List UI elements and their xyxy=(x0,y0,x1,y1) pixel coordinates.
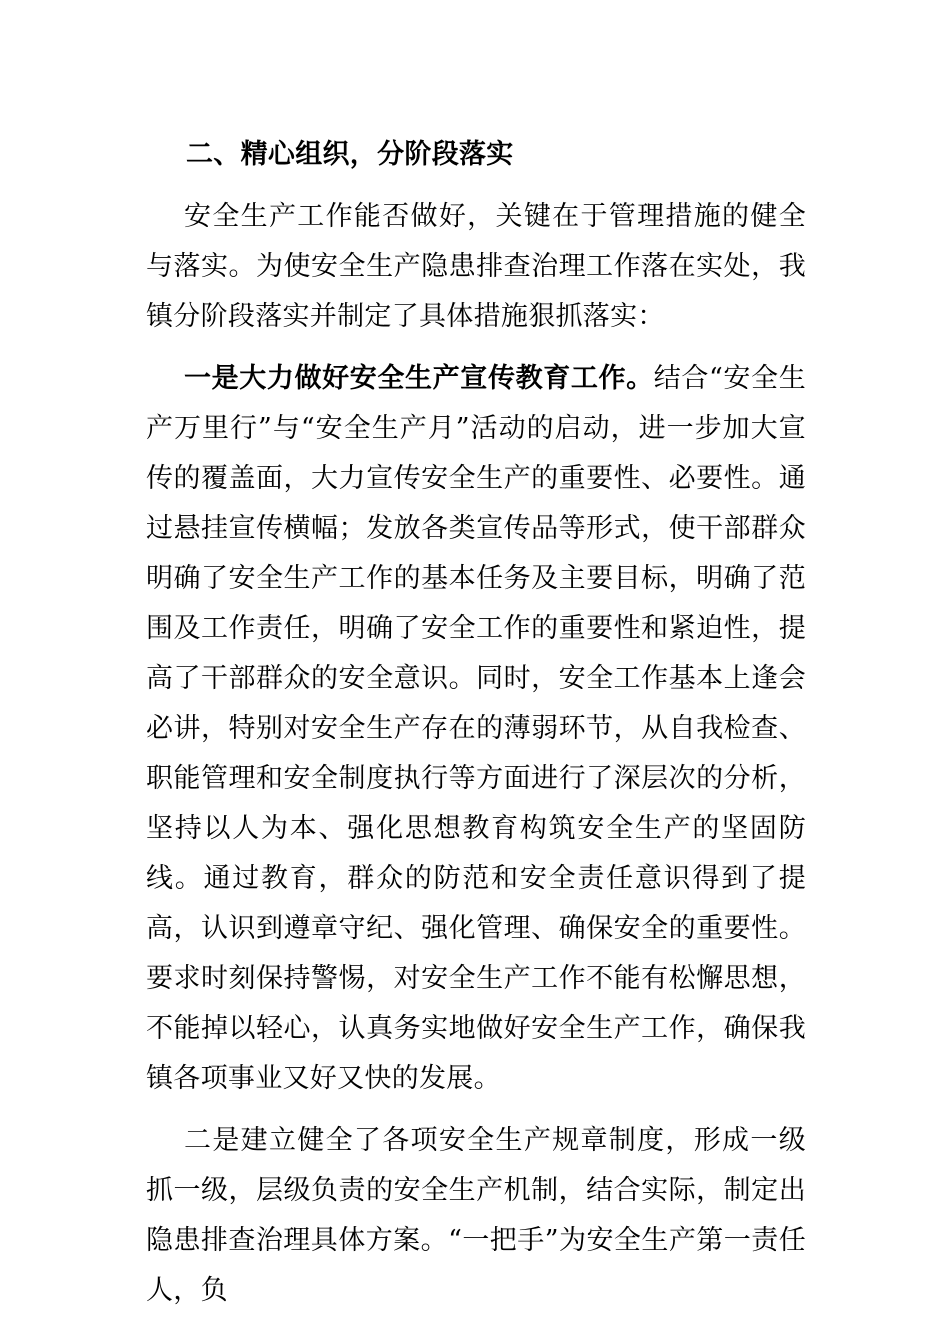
paragraph-regulations xyxy=(146,1116,806,1316)
document-body xyxy=(146,130,806,1316)
paragraph-intro xyxy=(146,192,806,342)
spacer xyxy=(146,1104,806,1116)
paragraph-lead-bold: 一是大力做好安全生产宣传教育工作。 xyxy=(184,363,654,394)
spacer xyxy=(146,342,806,354)
section-heading: 二、精心组织，分阶段落实 xyxy=(186,139,514,170)
paragraph-text: 安全生产工作能否做好，关键在于管理措施的健全与落实。为使安全生产隐患排查治理工作落在实处，我镇分阶段落实并制定了具体措施狠抓落实： xyxy=(146,201,806,332)
paragraph-text: 二是建立健全了各项安全生产规章制度，形成一级抓一级，层级负责的安全生产机制，结合实际，制定出隐患排查治理具体方案。“一把手”为安全生产第一责任人，负 xyxy=(146,1125,806,1306)
spacer xyxy=(146,180,806,192)
paragraph-text: 结合“安全生产万里行”与“安全生产月”活动的启动，进一步加大宣传的覆盖面，大力宣传安全生产的重要性、必要性。通过悬挂宣传横幅；发放各类宣传品等形式，使干部群众明确了安全生产工作的基本任务及主要目标，明确了范围及工作责任，明确了安全工作的重要性和紧迫性，提高了干部群众的安全意识。同时，安全工作基本上逢会必讲，特别对安全生产存在的薄弱环节，从自我检查、职能管理和安全制度执行等方面进行了深层次的分析，坚持以人为本、强化思想教育构筑安全生产的坚固防线。通过教育，群众的防范和安全责任意识得到了提高，认识到遵章守纪、强化管理、确保安全的重要性。要求时刻保持警惕，对安全生产工作不能有松懈思想，不能掉以轻心，认真务实地做好安全生产工作，确保我镇各项事业又好又快的发展。 xyxy=(146,363,806,1094)
paragraph-publicity xyxy=(146,354,806,1104)
